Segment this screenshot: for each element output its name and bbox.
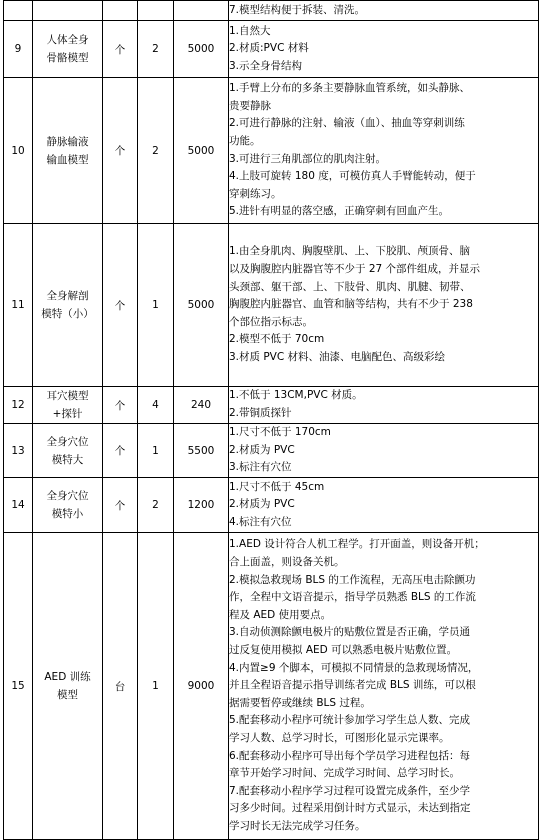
- item-name: [33, 21, 103, 78]
- item-name: [33, 1, 103, 21]
- table-body: [4, 1, 539, 840]
- spec-line: 1.尺寸不低于 45cm: [229, 480, 325, 493]
- item-name: [33, 78, 103, 224]
- item-price: 5000: [174, 21, 229, 78]
- item-number: 12: [4, 387, 33, 424]
- spec-line: 1.不低于 13CM,PVC 材质。: [229, 389, 363, 402]
- item-unit: 台: [103, 533, 138, 840]
- item-unit: 个: [103, 21, 138, 78]
- spec-line: 头颈部、躯干部、上、下肢骨、肌肉、肌腱、韧带、: [229, 280, 471, 293]
- item-quantity: 4: [138, 387, 174, 424]
- equipment-spec-table: [3, 0, 539, 840]
- item-unit: 个: [103, 478, 138, 533]
- item-name-line: 骨骼模型: [46, 52, 89, 64]
- table-row: [4, 387, 539, 424]
- item-quantity: 2: [138, 78, 174, 224]
- item-quantity: 1: [138, 224, 174, 387]
- spec-line: 1.由全身肌肉、胸腹壁肌、上、下胶肌、颅顶骨、脑: [229, 245, 471, 258]
- item-price: 5500: [174, 424, 229, 478]
- item-name-line: 耳穴模型: [46, 390, 89, 402]
- item-price: [174, 1, 229, 21]
- spec-line: 个部位指示标志。: [229, 315, 313, 328]
- spec-line: 2.材质为 PVC: [229, 443, 295, 456]
- table-row: [4, 533, 539, 840]
- item-specification: [229, 224, 539, 387]
- spec-line: 习多少时间。过程采用倒计时方式显示，未达到指定: [229, 802, 471, 815]
- spec-line: 4.标注有穴位: [229, 515, 292, 528]
- spec-line: 以及胸腹腔内脏器官等不少于 27 个部件组成，并显示: [229, 263, 481, 276]
- spec-line: 3.可进行三角肌部位的肌肉注射。: [229, 152, 387, 165]
- table-row: [4, 78, 539, 224]
- spec-line: 1.手臂上分布的多条主要静脉血管系统，如头静脉、: [229, 82, 471, 95]
- spec-line: 2.材质为 PVC: [229, 498, 295, 511]
- spec-line: 并且全程语音提示指导训练者完成 BLS 训练，可以根: [229, 679, 476, 692]
- item-name: [33, 424, 103, 478]
- item-name: [33, 224, 103, 387]
- spec-line: 2.模型不低于 70cm: [229, 333, 325, 346]
- item-specification: [229, 533, 539, 840]
- spec-line: 1.尺寸不低于 170cm: [229, 426, 331, 439]
- item-unit: 个: [103, 224, 138, 387]
- item-number: 13: [4, 424, 33, 478]
- item-quantity: 1: [138, 424, 174, 478]
- spec-line: 贵要静脉: [229, 99, 271, 112]
- spec-line: 3.材质 PVC 材料、油漆、电脑配色、高级彩绘: [229, 350, 446, 363]
- item-name: [33, 478, 103, 533]
- table-row: [4, 478, 539, 533]
- table-row: [4, 424, 539, 478]
- spec-line: 过反复使用模拟 AED 可以熟悉电极片贴敷位置。: [229, 644, 458, 657]
- spec-line: 6.配套移动小程序可导出每个学员学习进程包括：每: [229, 749, 471, 762]
- spec-line: 2.模拟急救现场 BLS 的工作流程，无高压电击除颤功: [229, 573, 476, 586]
- item-name-line: 模特大: [51, 453, 84, 466]
- table-row: [4, 1, 539, 21]
- spec-line: 2.带铜质探针: [229, 407, 292, 419]
- spec-line: 学习时长无法完成学习任务。: [229, 819, 366, 832]
- item-name-line: 全身穴位: [46, 490, 89, 502]
- spec-line: 7.配套移动小程序学习过程可设置完成条件，至少学: [229, 784, 471, 797]
- item-specification: [229, 387, 539, 424]
- item-name-line: 模型: [57, 689, 78, 701]
- spec-line: 3.自动侦测除颤电极片的贴敷位置是否正确，学员通: [229, 626, 471, 639]
- item-name-line: 全身穴位: [46, 435, 89, 448]
- spec-line: 2.可进行静脉的注射、输液（血）、抽血等穿刺训练: [229, 117, 465, 130]
- spec-line: 7.模型结构便于拆装、清洗。: [229, 3, 366, 16]
- item-name: [33, 387, 103, 424]
- item-name-line: 全身解剖: [46, 290, 89, 302]
- item-name-line: 输血模型: [46, 153, 89, 166]
- item-unit: 个: [103, 78, 138, 224]
- spec-line: 胸腹腔内脏器官、血管和脑等结构，共有不少于 238: [229, 298, 473, 311]
- spec-line: 3.示全身骨结构: [229, 59, 303, 72]
- table-row: [4, 224, 539, 387]
- item-number: 14: [4, 478, 33, 533]
- spec-line: 2.材质:PVC 材料: [229, 42, 309, 55]
- item-number: [4, 1, 33, 21]
- item-number: 11: [4, 224, 33, 387]
- item-name-line: +探针: [52, 408, 83, 420]
- item-name-line: AED 训练: [44, 671, 91, 683]
- spec-line: 合上面盖，则设备关机。: [229, 556, 345, 569]
- item-name-line: 人体全身: [46, 34, 89, 46]
- spec-line: 4.内置≥9 个脚本，可模拟不同情景的急救现场情况，: [229, 661, 479, 674]
- item-specification: [229, 1, 539, 21]
- item-price: 1200: [174, 478, 229, 533]
- spec-line: 功能。: [229, 134, 261, 147]
- item-price: 240: [174, 387, 229, 424]
- item-price: 9000: [174, 533, 229, 840]
- item-quantity: 1: [138, 533, 174, 840]
- item-name: [33, 533, 103, 840]
- spec-line: 穿刺练习。: [229, 187, 282, 200]
- item-name-line: 模特小: [51, 508, 84, 520]
- spec-line: 3.标注有穴位: [229, 461, 292, 474]
- spec-line: 据需要暂停或继续 BLS 过程。: [229, 696, 371, 709]
- item-name-line: 模特（小）: [41, 308, 94, 320]
- item-number: 10: [4, 78, 33, 224]
- item-unit: 个: [103, 424, 138, 478]
- item-quantity: [138, 1, 174, 21]
- spec-line: 1.自然大: [229, 24, 271, 37]
- item-specification: [229, 78, 539, 224]
- item-unit: 个: [103, 387, 138, 424]
- item-quantity: 2: [138, 478, 174, 533]
- item-quantity: 2: [138, 21, 174, 78]
- spec-line: 章节开始学习时间、完成学习时间、总学习时长。: [229, 767, 460, 780]
- spec-line: 作，全程中文语音提示，指导学员熟悉 BLS 的工作流: [229, 591, 476, 604]
- table-row: [4, 21, 539, 78]
- spec-line: 4.上肢可旋转 180 度，可模仿真人手臂能转动，便于: [229, 170, 476, 183]
- spec-line: 程及 AED 使用要点。: [229, 608, 332, 621]
- item-price: 5000: [174, 78, 229, 224]
- item-number: 9: [4, 21, 33, 78]
- item-unit: [103, 1, 138, 21]
- item-specification: [229, 424, 539, 478]
- spec-line: 5.配套移动小程序可统计参加学习学生总人数、完成: [229, 714, 471, 727]
- spec-line: 学习人数、总学习时长，可图形化显示完课率。: [229, 731, 450, 744]
- item-number: 15: [4, 533, 33, 840]
- item-specification: [229, 478, 539, 533]
- item-price: 5000: [174, 224, 229, 387]
- item-specification: [229, 21, 539, 78]
- spec-line: 5.进针有明显的落空感，正确穿刺有回血产生。: [229, 205, 450, 218]
- spec-line: 1.AED 设计符合人机工程学。打开面盖，则设备开机；: [229, 538, 485, 551]
- item-name-line: 静脉输液: [46, 135, 89, 148]
